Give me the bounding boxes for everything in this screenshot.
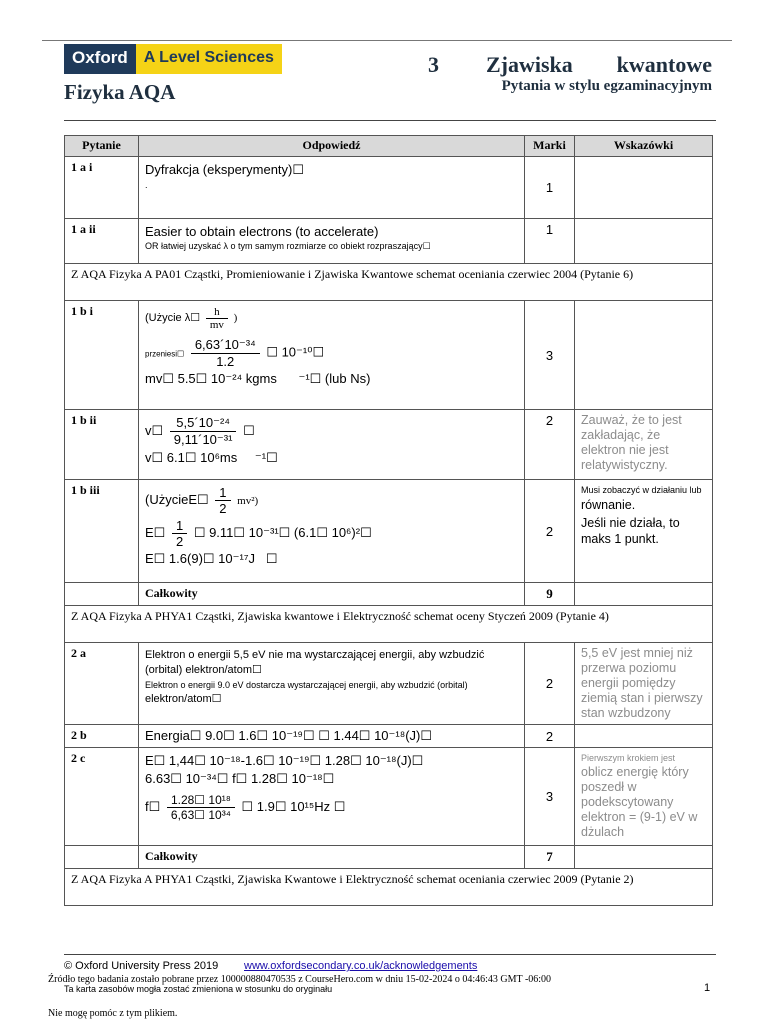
answer-cell [139, 219, 525, 264]
help-text: Nie mogę pomóc z tym plikiem. [48, 1008, 178, 1019]
logo-series-text: A Level Sciences [136, 44, 282, 74]
answer-line [145, 518, 518, 549]
table-row [65, 643, 713, 725]
total-label: Całkowity [139, 583, 525, 606]
fraction-numerator: 6,63´10⁻³⁴ [191, 337, 260, 354]
guidance-text: równanie. [581, 498, 636, 512]
marks-value: 3 [525, 748, 575, 846]
answer-line [145, 450, 518, 466]
answer-line [145, 371, 518, 387]
answer-text: (UżycieE☐ [145, 491, 209, 507]
fraction-denominator: mv [209, 319, 224, 331]
answer-text: Dyfrakcja (eksperymenty)☐ [145, 162, 305, 177]
empty-cell [65, 583, 139, 606]
answer-text: f☐ [145, 798, 161, 814]
marks-value: 1 [525, 157, 575, 219]
source-text: Z AQA Fizyka A PHYA1 Cząstki, Zjawiska Kwantowe i Elektryczność schemat oceniania czerwiec 2009 (Pytanie 2) [65, 869, 713, 906]
question-label: 1 b i [65, 301, 139, 410]
chapter-title-word-1: Zjawiska [486, 52, 573, 77]
fraction-numerator: h [206, 306, 228, 319]
answer-text: ⁻¹☐ (lub Ns) [298, 371, 371, 386]
fraction-numerator: 1.28☐ 10¹⁸ [167, 793, 235, 808]
answer-cell [139, 643, 525, 725]
marks-value: 1 [525, 219, 575, 264]
chapter-title-word-2: kwantowe [616, 52, 712, 77]
fraction-denominator: 6,63☐ 10³⁴ [170, 808, 231, 822]
fraction-numerator: 1 [172, 518, 187, 534]
modification-note: Ta karta zasobów mogła zostać zmieniona w stosunku do oryginału [64, 984, 333, 994]
answer-text: 6.63☐ 10⁻³⁴☐ f☐ 1.28☐ 10⁻¹⁸☐ [145, 771, 335, 786]
answer-text: mv☐ 5.5☐ 10⁻²⁴ kgms [145, 371, 277, 386]
answer-line [145, 793, 518, 822]
question-label: 2 c [65, 748, 139, 846]
answer-line [145, 337, 518, 369]
header-rule [64, 120, 716, 121]
guidance-cell [575, 219, 713, 264]
question-label: 1 b iii [65, 480, 139, 583]
fraction [206, 306, 228, 331]
answer-text: ☐ 9.11☐ 10⁻³¹☐ (6.1☐ 10⁶)²☐ [193, 524, 372, 540]
answer-text: v☐ [145, 422, 164, 438]
answer-text: OR łatwiej uzyskać λ o tym samym rozmiarze co obiekt rozpraszający☐ [145, 241, 431, 251]
source-row [65, 869, 713, 906]
question-label: 1 b ii [65, 410, 139, 480]
total-marks: 9 [525, 583, 575, 606]
acknowledgements-link[interactable]: www.oxfordsecondary.co.uk/acknowledgements [244, 960, 478, 972]
guidance-text: Pierwszym krokiem jest [581, 753, 676, 763]
fraction [215, 485, 230, 516]
guidance-cell [575, 301, 713, 410]
source-text: Z AQA Fizyka A PHYA1 Cząstki, Zjawiska kwantowe i Elektryczność schemat oceny Styczeń 2009 (Pytanie 4) [65, 606, 713, 643]
chapter-subtitle: Pytania w stylu egzaminacyjnym [501, 78, 712, 94]
copyright-text: © Oxford University Press 2019 [64, 960, 219, 972]
answer-text: ☐ 10⁻¹⁰☐ [266, 344, 325, 360]
logo-oxford-text: Oxford [64, 44, 136, 74]
total-marks: 7 [525, 846, 575, 869]
fraction [191, 337, 260, 369]
answer-text: E☐ [145, 524, 166, 540]
guidance-text: Zauważ, że to jest zakładając, że elektron nie jest relatywistyczny. [575, 410, 713, 480]
answer-cell [139, 301, 525, 410]
answer-text: elektron/atom☐ [145, 693, 222, 705]
table-row [65, 725, 713, 748]
total-label: Całkowity [139, 846, 525, 869]
fraction [167, 793, 235, 822]
answer-text: E☐ 1.6(9)☐ 10⁻¹⁷J ☐ [145, 551, 278, 566]
table-row [65, 157, 713, 219]
header-guidance: Wskazówki [575, 136, 713, 157]
table-row [65, 480, 713, 583]
fraction-denominator: 1.2 [216, 354, 235, 369]
source-row [65, 264, 713, 301]
answer-cell [139, 480, 525, 583]
page-number: 1 [704, 982, 711, 994]
guidance-text: oblicz energię który poszedł w podekscytowany elektron = (9-1) eV w dżulach [581, 765, 698, 839]
empty-cell [65, 846, 139, 869]
fraction-numerator: 1 [215, 485, 230, 501]
guidance-text: Jeśli nie działa, to maks 1 punkt. [581, 516, 680, 546]
answer-cell [139, 157, 525, 219]
table-row [65, 301, 713, 410]
guidance-cell [575, 725, 713, 748]
oxford-logo [64, 44, 282, 74]
answer-text: ) [233, 312, 238, 325]
fraction [172, 518, 187, 549]
fraction-denominator: 2 [219, 501, 227, 516]
answer-line [145, 485, 518, 516]
chapter-title [486, 52, 712, 78]
answer-text: ⁻¹☐ [254, 450, 278, 465]
marks-value: 2 [525, 725, 575, 748]
top-rule [42, 40, 732, 41]
fraction-numerator: 5,5´10⁻²⁴ [170, 415, 237, 432]
total-row [65, 846, 713, 869]
fraction-denominator: 2 [175, 534, 184, 549]
answer-cell [139, 748, 525, 846]
source-row [65, 606, 713, 643]
answer-line [145, 415, 518, 448]
download-source-text: Źródło tego badania zostało pobrane przez 100000880470535 z CourseHero.com w dniu 15-02-2024 o 04:46:43 GMT -06:00 [48, 974, 552, 985]
question-label: 1 a ii [65, 219, 139, 264]
answer-text: Easier to obtain electrons (to accelerate) [145, 224, 379, 239]
chapter-heading [428, 52, 712, 78]
guidance-cell [575, 157, 713, 219]
total-row [65, 583, 713, 606]
empty-cell [575, 846, 713, 869]
answer-text: ☐ [243, 422, 255, 438]
header-question: Pytanie [65, 136, 139, 157]
guidance-cell [575, 748, 713, 846]
answer-text: ☐ 1.9☐ 10¹⁵Hz ☐ [241, 798, 346, 814]
question-label: 2 a [65, 643, 139, 725]
table-row [65, 748, 713, 846]
answer-text: v☐ 6.1☐ 10⁶ms [145, 450, 238, 465]
answer-text: mv²) [237, 494, 259, 507]
subject-title: Fizyka AQA [64, 80, 176, 104]
guidance-text: Musi zobaczyć w działaniu lub [581, 485, 702, 495]
marks-value: 2 [525, 410, 575, 480]
answer-text: Energia☐ 9.0☐ 1.6☐ 10⁻¹⁹☐ ☐ 1.44☐ 10⁻¹⁸(J)☐ [139, 725, 525, 748]
answer-text: . [145, 180, 148, 190]
fraction-denominator: 9,11´10⁻³¹ [173, 432, 233, 447]
answer-text: E☐ 1,44☐ 10⁻¹⁸-1.6☐ 10⁻¹⁹☐ 1.28☐ 10⁻¹⁸(J)☐ [145, 753, 424, 768]
answer-line [145, 306, 518, 331]
header-marks: Marki [525, 136, 575, 157]
marks-value: 2 [525, 643, 575, 725]
footer-rule [64, 954, 716, 955]
mark-scheme-table [64, 135, 713, 906]
marks-value: 3 [525, 301, 575, 410]
question-label: 1 a i [65, 157, 139, 219]
table-header-row [65, 136, 713, 157]
answer-text: Elektron o energii 5,5 eV nie ma wystarczającej energii, aby wzbudzić (orbital) elektron/atom☐ [145, 649, 485, 676]
table-row [65, 219, 713, 264]
guidance-cell [575, 480, 713, 583]
guidance-text: 5,5 eV jest mniej niż przerwa poziomu energii pomiędzy ziemią stan i pierwszy stan wzbudzony [575, 643, 713, 725]
marks-value: 2 [525, 480, 575, 583]
chapter-number: 3 [428, 52, 439, 77]
answer-text: Elektron o energii 9.0 eV dostarcza wystarczającej energii, aby wzbudzić (orbital) [145, 680, 468, 690]
table-row [65, 410, 713, 480]
question-label: 2 b [65, 725, 139, 748]
answer-cell [139, 410, 525, 480]
answer-text: przeniesi☐ [145, 349, 185, 359]
empty-cell [575, 583, 713, 606]
source-text: Z AQA Fizyka A PA01 Cząstki, Promieniowanie i Zjawiska Kwantowe schemat oceniania czerwiec 2004 (Pytanie 6) [65, 264, 713, 301]
fraction [170, 415, 237, 448]
header-answer: Odpowiedź [139, 136, 525, 157]
answer-text: (Użycie λ☐ [145, 312, 201, 325]
